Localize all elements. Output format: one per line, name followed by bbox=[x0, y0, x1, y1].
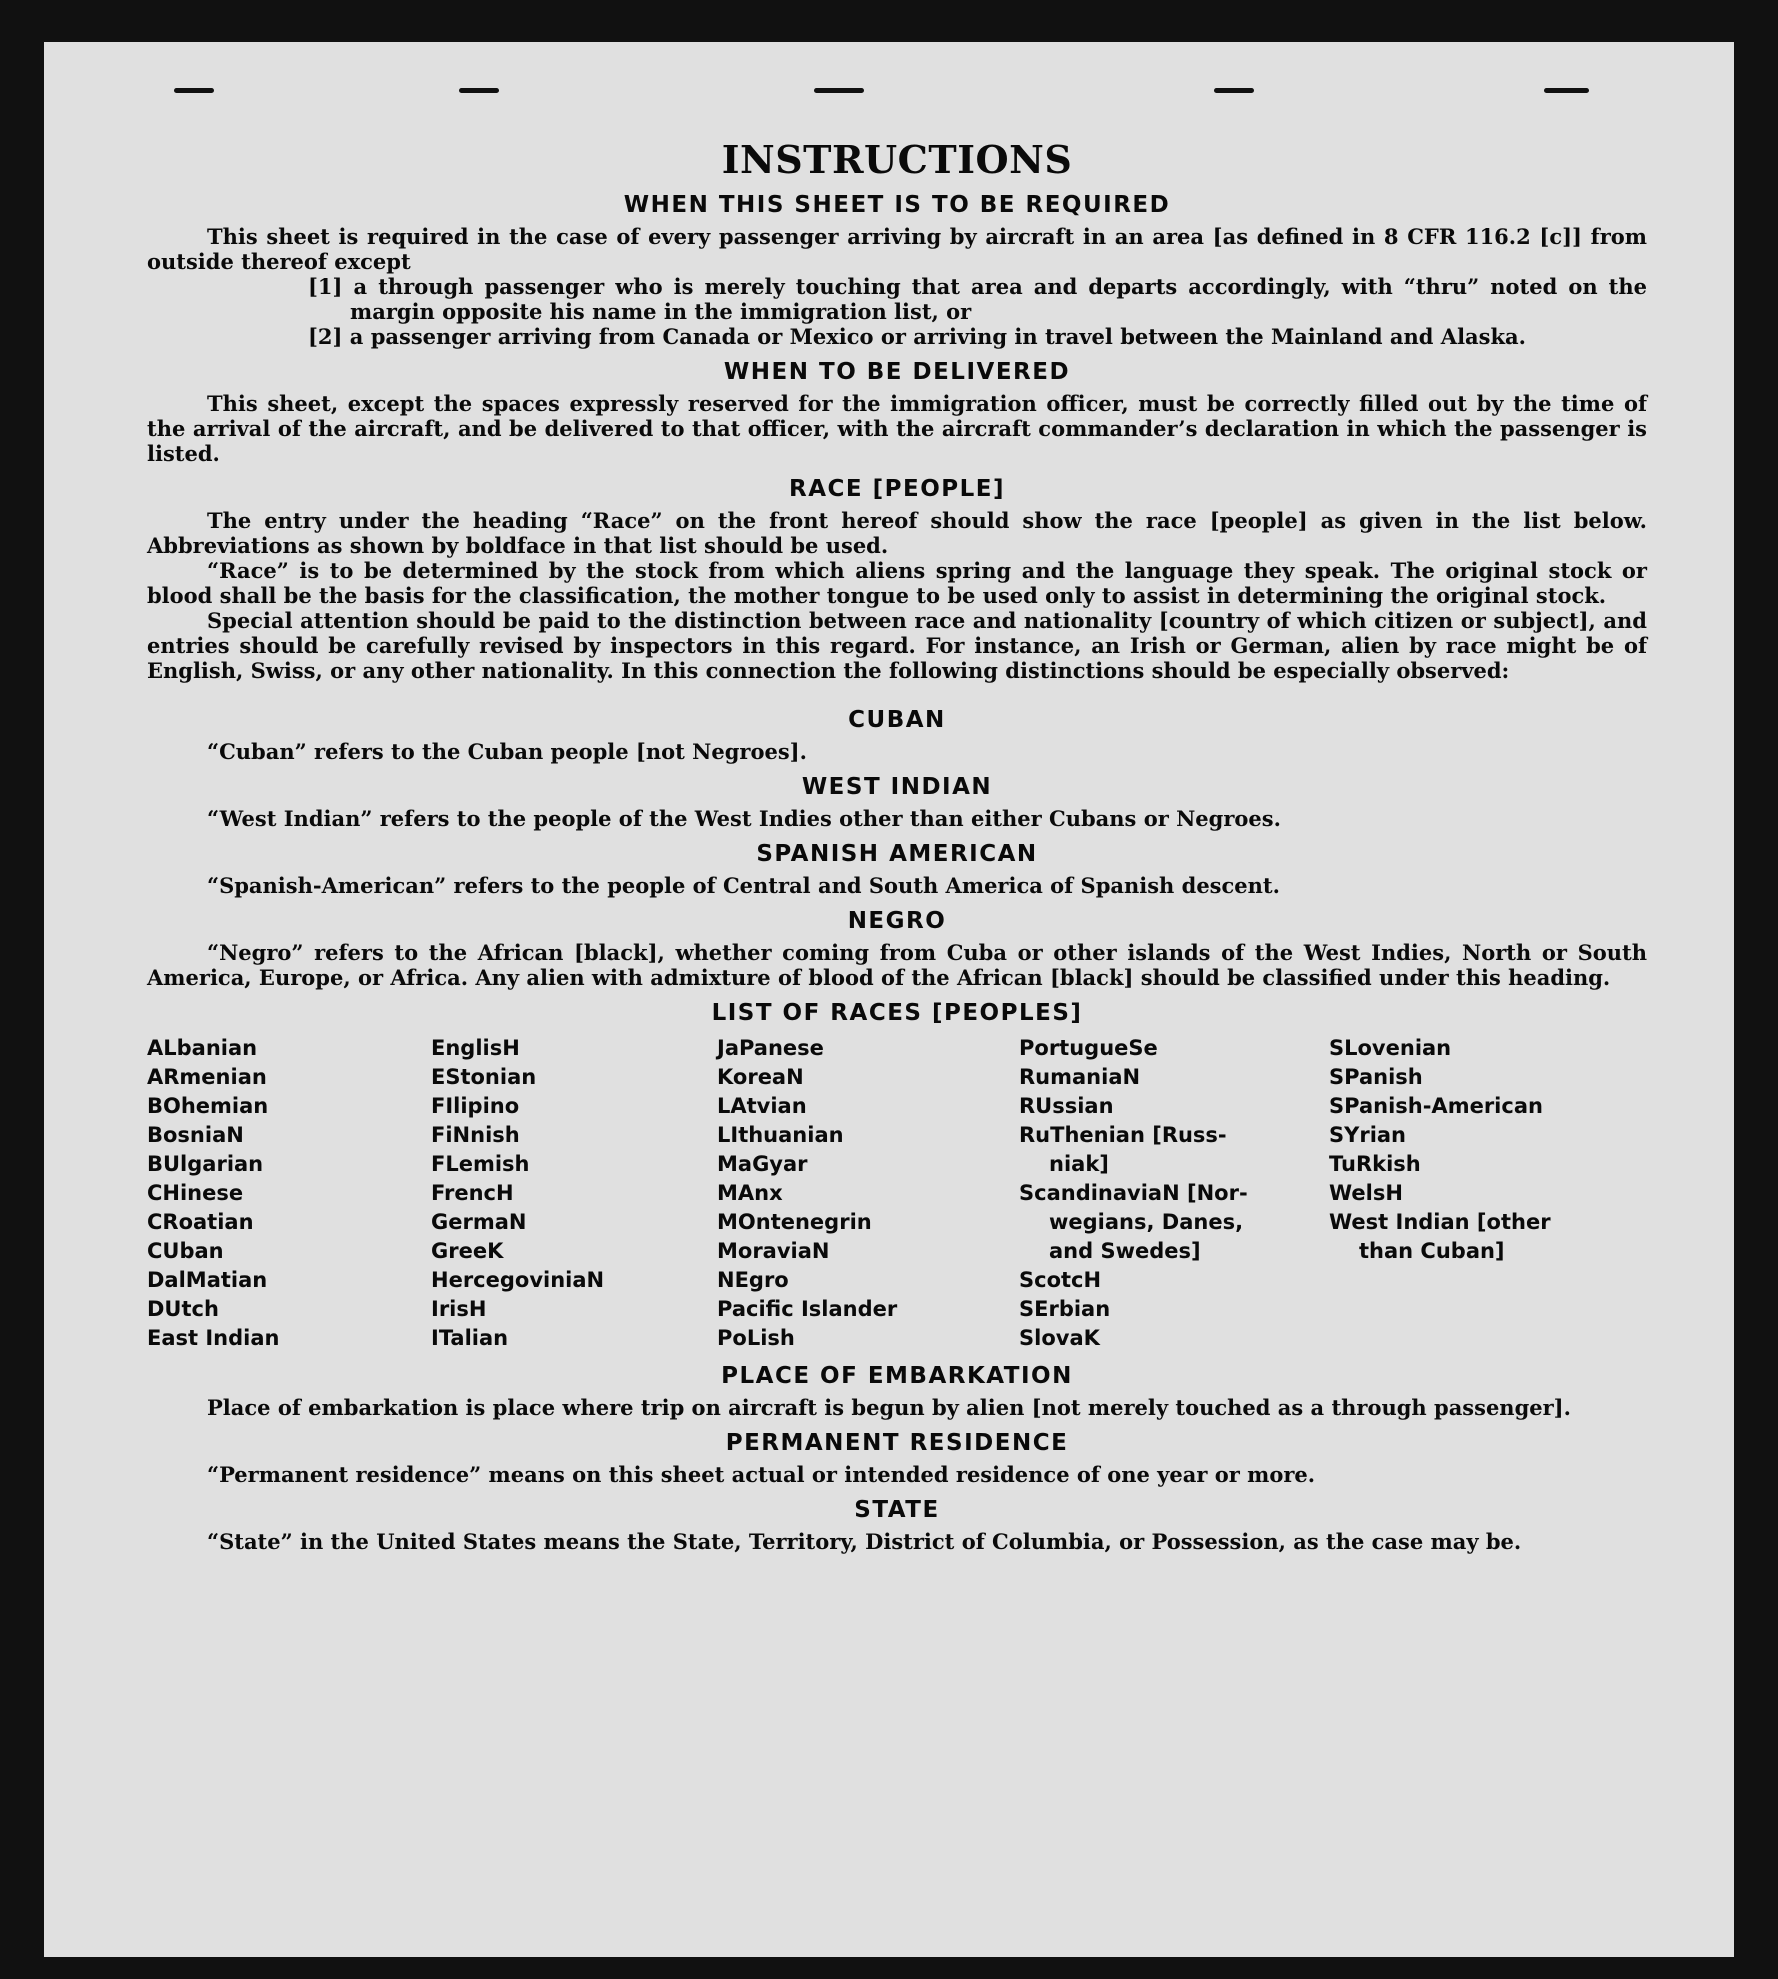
race-item: FrencH bbox=[431, 1181, 514, 1205]
document-body bbox=[147, 137, 1647, 1554]
punch-mark bbox=[459, 88, 499, 93]
race-column-3 bbox=[717, 1034, 1019, 1353]
race-item: FIlipino bbox=[431, 1094, 520, 1118]
heading-west-indian: WEST INDIAN bbox=[801, 774, 993, 800]
race-item: SPanish bbox=[1329, 1065, 1423, 1089]
race-item: MOntenegrin bbox=[717, 1210, 872, 1234]
race-item: FLemish bbox=[431, 1152, 530, 1176]
race-item: ScandinaviaN [Nor- bbox=[1019, 1181, 1248, 1205]
paragraph-race-2: “Race” is to be determined by the stock from which aliens spring and the language they speak. The original stock or blood shall be the basis for the classification, the mother tongue to be used only to assist in determining the original stock. bbox=[147, 558, 1647, 608]
race-item: PoLish bbox=[717, 1326, 795, 1350]
race-column-1 bbox=[147, 1034, 431, 1353]
race-item: DalMatian bbox=[147, 1268, 268, 1292]
race-item: NEgro bbox=[717, 1268, 789, 1292]
heading-required: WHEN THIS SHEET IS TO BE REQUIRED bbox=[623, 192, 1171, 218]
race-item: SLovenian bbox=[1329, 1036, 1452, 1060]
race-item: IrisH bbox=[431, 1297, 487, 1321]
page-title: INSTRUCTIONS bbox=[721, 137, 1073, 182]
race-item-continued: than Cuban] bbox=[1359, 1239, 1505, 1263]
race-item: SYrian bbox=[1329, 1123, 1407, 1147]
race-item: LIthuanian bbox=[717, 1123, 844, 1147]
paragraph-west-indian: “West Indian” refers to the people of the West Indies other than either Cubans or Negroes. bbox=[207, 806, 1281, 831]
paragraph-residence: “Permanent residence” means on this sheet actual or intended residence of one year or more. bbox=[207, 1462, 1316, 1487]
race-item: CRoatian bbox=[147, 1210, 254, 1234]
race-item: BOhemian bbox=[147, 1094, 269, 1118]
heading-spanish-american: SPANISH AMERICAN bbox=[756, 841, 1038, 867]
paragraph-delivered: This sheet, except the spaces expressly reserved for the immigration officer, must be correctly filled out by the time of the arrival of the aircraft, and be delivered to that officer, with the aircraft commander’s declaration in which the passenger is listed. bbox=[147, 391, 1647, 466]
punch-mark bbox=[1214, 88, 1254, 93]
race-item-continued: and Swedes] bbox=[1049, 1239, 1201, 1263]
race-item: SPanish-American bbox=[1329, 1094, 1543, 1118]
race-item: MoraviaN bbox=[717, 1239, 830, 1263]
race-list bbox=[147, 1034, 1647, 1353]
race-item: EStonian bbox=[431, 1065, 537, 1089]
heading-embarkation: PLACE OF EMBARKATION bbox=[721, 1363, 1073, 1389]
race-item: DUtch bbox=[147, 1297, 219, 1321]
race-item: CUban bbox=[147, 1239, 224, 1263]
race-item-continued: wegians, Danes, bbox=[1049, 1210, 1244, 1234]
race-item: BosniaN bbox=[147, 1123, 244, 1147]
race-item: MaGyar bbox=[717, 1152, 808, 1176]
race-item: WelsH bbox=[1329, 1181, 1403, 1205]
race-item: PortugueSe bbox=[1019, 1036, 1158, 1060]
paragraph-race-3: Special attention should be paid to the distinction between race and nationality [country of which citizen or subject], and entries should be carefully revised by inspectors in this regard. For instance, an Irish or German, alien by race might be of English, Swiss, or any other nationality. In this connection the following distinctions should be especially observed: bbox=[147, 608, 1647, 683]
race-item: TuRkish bbox=[1329, 1152, 1421, 1176]
race-item: RUssian bbox=[1019, 1094, 1114, 1118]
punch-mark bbox=[1544, 88, 1589, 93]
race-item: FiNnish bbox=[431, 1123, 520, 1147]
paragraph-cuban: “Cuban” refers to the Cuban people [not Negroes]. bbox=[207, 739, 807, 764]
paragraph-spanish-american: “Spanish-American” refers to the people of Central and South America of Spanish descent. bbox=[207, 873, 1280, 898]
race-item: SlovaK bbox=[1019, 1326, 1100, 1350]
heading-state: STATE bbox=[854, 1497, 940, 1523]
punch-mark bbox=[174, 88, 214, 93]
race-item: KoreaN bbox=[717, 1065, 804, 1089]
race-item: GermaN bbox=[431, 1210, 527, 1234]
race-item-continued: niak] bbox=[1049, 1152, 1109, 1176]
paragraph-embarkation: Place of embarkation is place where trip on aircraft is begun by alien [not merely touched as a through passenger]. bbox=[207, 1395, 1571, 1420]
heading-delivered: WHEN TO BE DELIVERED bbox=[723, 359, 1071, 385]
race-item: MAnx bbox=[717, 1181, 783, 1205]
race-item: East Indian bbox=[147, 1326, 280, 1350]
race-item: West Indian [other bbox=[1329, 1210, 1551, 1234]
heading-negro: NEGRO bbox=[847, 908, 947, 934]
race-column-5 bbox=[1329, 1034, 1629, 1353]
race-item: CHinese bbox=[147, 1181, 244, 1205]
heading-list-of-races: LIST OF RACES [PEOPLES] bbox=[711, 1000, 1083, 1026]
list-item-1: [1] a through passenger who is merely touching that area and departs accordingly, with “thru” noted on the margin opposite his name in the immigration list, or bbox=[308, 274, 1647, 324]
race-item: GreeK bbox=[431, 1239, 504, 1263]
race-column-4 bbox=[1019, 1034, 1329, 1353]
list-item-2: [2] a passenger arriving from Canada or Mexico or arriving in travel between the Mainland and Alaska. bbox=[308, 324, 1526, 349]
race-item: RumaniaN bbox=[1019, 1065, 1141, 1089]
race-item: JaPanese bbox=[717, 1036, 824, 1060]
race-item: ScotcH bbox=[1019, 1268, 1102, 1292]
punch-mark bbox=[814, 88, 864, 93]
race-item: LAtvian bbox=[717, 1094, 807, 1118]
race-item: HercegoviniaN bbox=[431, 1268, 605, 1292]
document-sheet bbox=[44, 42, 1734, 1957]
race-item: BUlgarian bbox=[147, 1152, 264, 1176]
paragraph-negro: “Negro” refers to the African [black], whether coming from Cuba or other islands of the West Indies, North or South America, Europe, or Africa. Any alien with admixture of blood of the African [black] should be classified under this heading. bbox=[147, 940, 1647, 990]
heading-residence: PERMANENT RESIDENCE bbox=[725, 1430, 1069, 1456]
race-item: SErbian bbox=[1019, 1297, 1111, 1321]
race-column-2 bbox=[431, 1034, 717, 1353]
race-item: ITalian bbox=[431, 1326, 509, 1350]
race-item: EnglisH bbox=[431, 1036, 520, 1060]
race-item: Pacific Islander bbox=[717, 1297, 898, 1321]
heading-race: RACE [PEOPLE] bbox=[789, 476, 1005, 502]
paragraph-state: “State” in the United States means the State, Territory, District of Columbia, or Possession, as the case may be. bbox=[207, 1529, 1522, 1554]
paragraph-required: This sheet is required in the case of every passenger arriving by aircraft in an area [as defined in 8 CFR 116.2 [c]] from outside thereof except bbox=[147, 224, 1647, 274]
paragraph-race-1: The entry under the heading “Race” on the front hereof should show the race [people] as given in the list below. Abbreviations as shown by boldface in that list should be used. bbox=[147, 508, 1647, 558]
race-item: ALbanian bbox=[147, 1036, 258, 1060]
race-item: RuThenian [Russ- bbox=[1019, 1123, 1227, 1147]
race-item: ARmenian bbox=[147, 1065, 267, 1089]
heading-cuban: CUBAN bbox=[848, 707, 946, 733]
